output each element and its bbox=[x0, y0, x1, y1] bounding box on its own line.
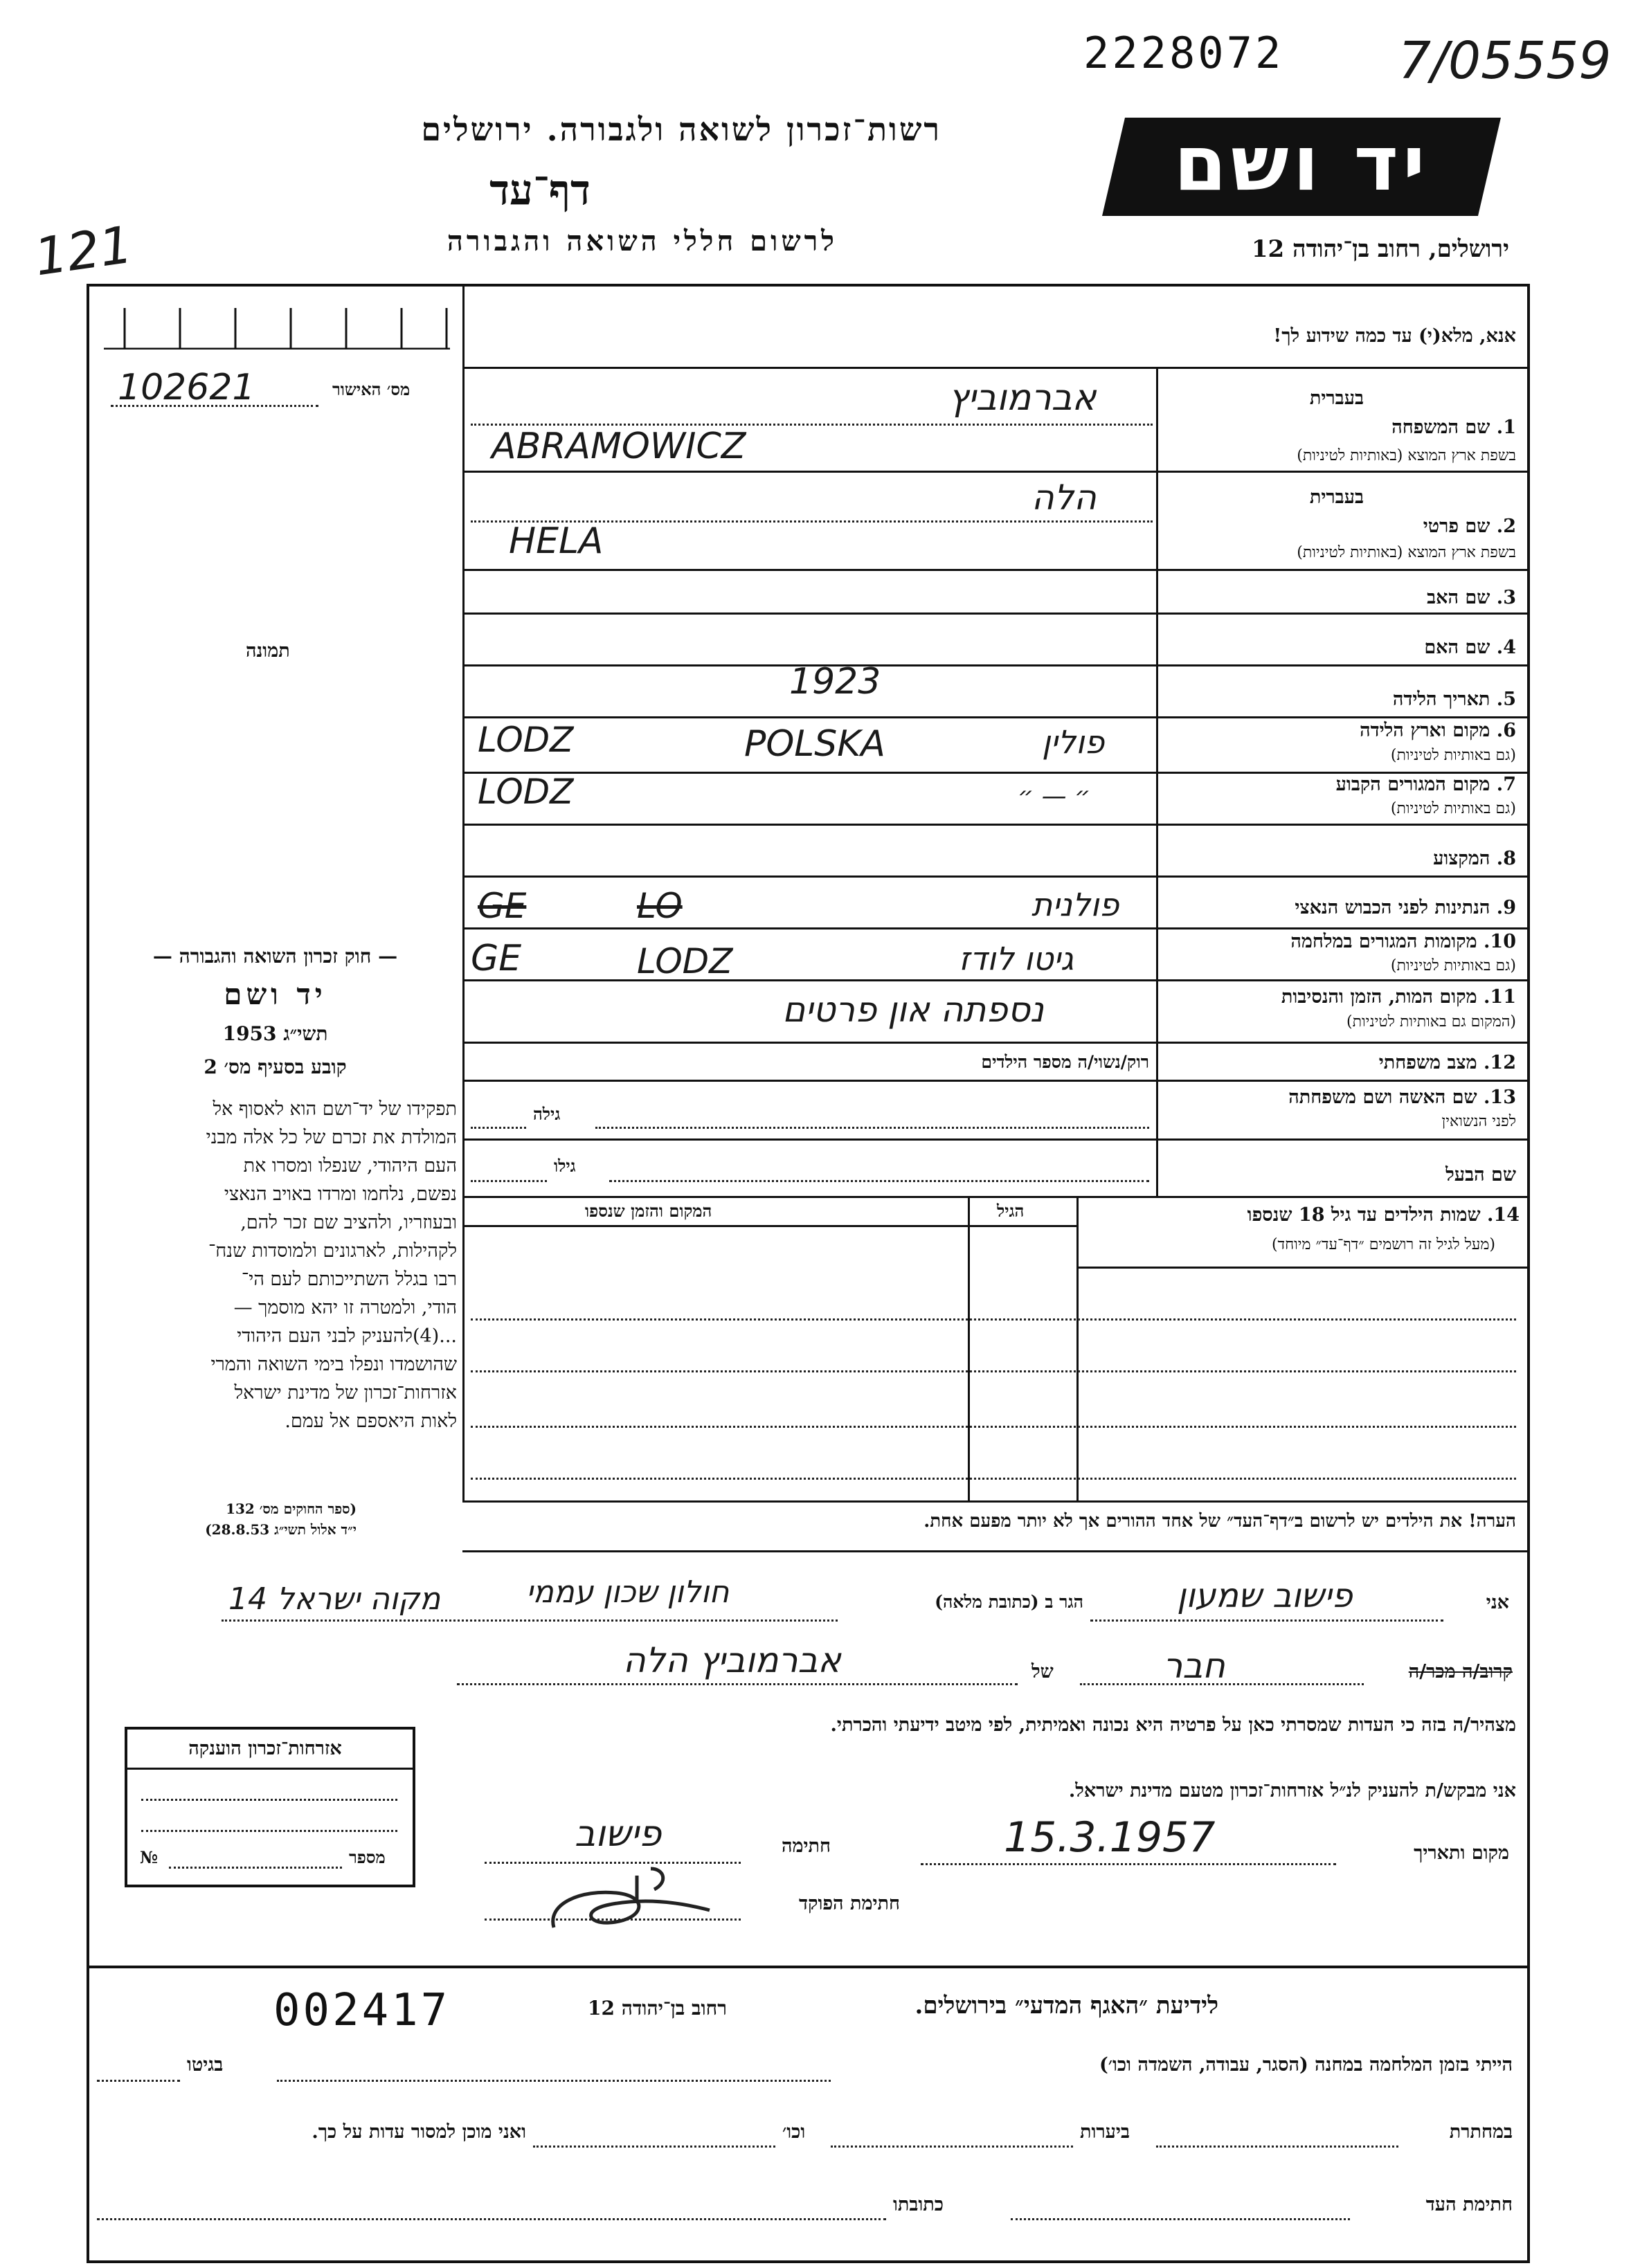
place-date-line bbox=[921, 1863, 1336, 1865]
citizenship-box-title: אזרחות־זכרון הוענקה bbox=[188, 1738, 342, 1759]
row-sep-8 bbox=[462, 876, 1530, 878]
law-ref-a: (ספר החוקים מס׳ 132 bbox=[226, 1500, 357, 1517]
decl-statement: מצהיר/ה בזה כי העדות שמסרתי כאן על פרטיה היא נכונה ואמיתית, לפי מיטב ידיעתי והכרתי. bbox=[830, 1714, 1516, 1736]
children-row-3 bbox=[471, 1426, 1516, 1428]
row-sep-2 bbox=[462, 569, 1530, 571]
footer-camp-line: הייתי בזמן המלחמה במחנה (הסגר, עבודה, השמדה וכו׳) bbox=[1099, 2054, 1513, 2076]
field-7-value-b: ״ — ״ bbox=[1018, 782, 1091, 810]
officer-sig-line bbox=[485, 1918, 741, 1921]
citizenship-box-no-symbol: № bbox=[140, 1847, 159, 1867]
row-sep-3 bbox=[462, 613, 1530, 615]
decl-relation: חבר bbox=[1163, 1646, 1225, 1686]
law-name: יד ושם bbox=[224, 977, 327, 1011]
law-body-line: תפקידו של יד־ושם הוא לאסוף אל bbox=[213, 1098, 457, 1120]
law-title: — חוק זכרון השואה והגבורה — bbox=[152, 945, 398, 968]
footer-ghetto-dots bbox=[97, 2080, 180, 2082]
approval-line bbox=[111, 405, 318, 407]
approval-label: מס׳ האישור bbox=[332, 379, 411, 399]
field-14-sub: (מעל לגיל זה רושמים ״דף־עד״ מיוחד) bbox=[1271, 1236, 1495, 1253]
law-body-line: לקהילות, לארגונים ולמוסדות שנח־ bbox=[208, 1240, 457, 1262]
footer-witness-sig-dots bbox=[1011, 2218, 1350, 2220]
field-10-sub: (גם באותיות לטיניות) bbox=[1390, 957, 1516, 974]
ruler-ticks bbox=[104, 305, 450, 350]
footer-underground-dots bbox=[1156, 2145, 1398, 2148]
decl-relation-line bbox=[1080, 1683, 1364, 1685]
row-sep-14 bbox=[462, 1196, 1530, 1198]
field-11-value: נספתה און פרטים bbox=[782, 990, 1044, 1030]
field-14-label: 14. שמות הילדים עד גיל 18 שנספו bbox=[1247, 1204, 1520, 1226]
row-sep-7 bbox=[462, 824, 1530, 826]
citizenship-box-line-2 bbox=[141, 1830, 397, 1832]
footer-camp-dots bbox=[277, 2080, 831, 2082]
field-6-sub: (גם באותיות לטיניות) bbox=[1390, 747, 1516, 764]
law-body-line: לאות היאספם אל עמם. bbox=[285, 1410, 457, 1432]
row-sep-12 bbox=[462, 1080, 1530, 1082]
place-date-label: מקום ותאריך bbox=[1414, 1842, 1509, 1864]
children-row-2 bbox=[471, 1370, 1516, 1372]
decl-relative-label: קרוב/ה מכר/ה bbox=[1408, 1661, 1513, 1682]
field-1-sub: בשפת ארץ המוצא (באותיות לטיניות) bbox=[1297, 447, 1516, 464]
org-name: רשות־זכרון לשואה ולגבורה. ירושלים bbox=[421, 111, 941, 148]
field-10-value-c: גיטו לודז bbox=[959, 940, 1074, 977]
form-subtitle: לרשום חללי השואה והגבורה bbox=[447, 225, 838, 257]
citizenship-box bbox=[125, 1727, 415, 1887]
footer-forests-dots bbox=[831, 2145, 1073, 2148]
field-10-value-b: LODZ bbox=[637, 941, 733, 981]
footer-notice: לידיעת ״האגף המדעי״ בירושלים. bbox=[914, 1992, 1218, 2020]
field-6-value-c: פולין bbox=[1042, 723, 1105, 761]
row-sep-10 bbox=[462, 979, 1530, 981]
left-column-divider bbox=[462, 284, 465, 1502]
decl-resides-label: הגר ב (כתובת מלאה) bbox=[935, 1592, 1083, 1612]
logo-text: יד ושם bbox=[1173, 119, 1430, 208]
law-body-line: ...(4)להעניק לבני העם היהודי bbox=[237, 1325, 457, 1347]
col-age-label: הגיל bbox=[997, 1201, 1025, 1221]
officer-sig-label: חתימת הפוקד bbox=[799, 1893, 900, 1914]
wife-age-line bbox=[471, 1127, 526, 1129]
field-8-label: 8. המקצוע bbox=[1433, 848, 1516, 869]
field-2-latin-value: HELA bbox=[509, 520, 604, 562]
label-divider bbox=[1156, 367, 1158, 1197]
row-sep-4 bbox=[462, 664, 1530, 666]
row-sep-11 bbox=[462, 1042, 1530, 1044]
children-row-4 bbox=[471, 1478, 1516, 1480]
yad-vashem-logo bbox=[1094, 111, 1502, 221]
children-header-rule bbox=[462, 1225, 1076, 1227]
law-year: תשי״ג 1953 bbox=[222, 1022, 328, 1045]
law-body-line: נפשם, נלחמו ומרדו באויב הנאצי bbox=[224, 1183, 457, 1205]
officer-signature-scribble bbox=[540, 1862, 720, 1938]
decl-name: פישוב שמעון bbox=[1177, 1577, 1353, 1615]
row-sep-1 bbox=[462, 471, 1530, 473]
scribble-svg bbox=[540, 1862, 720, 1938]
decl-address: חולון שכון עממי bbox=[526, 1575, 730, 1610]
law-body bbox=[93, 1095, 457, 1435]
field-1-hebrew-tag: בעברית bbox=[1309, 388, 1364, 409]
footer-ghetto-label: בגיטו bbox=[187, 2054, 224, 2076]
field-2-hebrew-value: הלה bbox=[1031, 478, 1097, 518]
law-body-line: אזרחות־זכרון של מדינת ישראל bbox=[234, 1382, 457, 1404]
field-7-label: 7. מקום המגורים הקבוע bbox=[1335, 774, 1516, 795]
row-sep-5 bbox=[462, 716, 1530, 718]
field-6-label: 6. מקום וארץ הלידה bbox=[1360, 720, 1516, 741]
field-7-sub: (גם באותיות לטיניות) bbox=[1390, 800, 1516, 817]
field-9-label: 9. הנתינות לפני הכבוש הנאצי bbox=[1295, 897, 1516, 918]
field-2-sub: בשפת ארץ המוצא (באותיות לטיניות) bbox=[1297, 544, 1516, 561]
footer-address: רחוב בן־יהודה 12 bbox=[588, 1997, 727, 2020]
law-body-line: רבו בגלל השתייכותם לעם הי־ bbox=[241, 1269, 457, 1290]
field-2-label: 2. שם פרטי bbox=[1423, 516, 1516, 537]
field-7-value-a: LODZ bbox=[478, 772, 574, 812]
citizenship-box-rule bbox=[127, 1768, 413, 1770]
footer-forests: ביערות bbox=[1080, 2121, 1130, 2143]
field-1-latin-value: ABRAMOWICZ bbox=[492, 426, 746, 467]
children-col-2 bbox=[1076, 1196, 1079, 1502]
approval-number: 102621 bbox=[118, 367, 255, 408]
field-9-value-b: LO bbox=[637, 886, 683, 926]
field-1-hebrew-value: אברמוביץ bbox=[948, 377, 1097, 419]
footer-address-label: כתובתו bbox=[893, 2194, 944, 2215]
field-12-label: 12. מצב משפחתי bbox=[1378, 1052, 1516, 1073]
field-10-value-a: GE bbox=[471, 938, 522, 979]
footer-rule bbox=[87, 1966, 1530, 1968]
signature-value: פישוב bbox=[575, 1813, 662, 1855]
decl-of-label: של bbox=[1031, 1661, 1054, 1682]
field-12-value: רוק/נשוי/ה מספר הילדים bbox=[981, 1052, 1149, 1072]
decl-of-line bbox=[457, 1683, 1018, 1685]
decl-address-b: מקוה ישראל 14 bbox=[228, 1581, 441, 1617]
field-5-value: 1923 bbox=[789, 661, 881, 702]
note-rule-bottom bbox=[462, 1550, 1530, 1552]
header-address: ירושלים, רחוב בן־יהודה 12 bbox=[1251, 235, 1509, 263]
law-body-line: הודי, ולמטרה זו יהא מוסמך — bbox=[233, 1297, 457, 1318]
husband-label: שם הבעל bbox=[1445, 1164, 1516, 1186]
field-11-label: 11. מקום המות, הזמן והנסיבות bbox=[1281, 986, 1516, 1008]
law-body-line: שהושמדו ונפלו בימי השואה והמרי bbox=[210, 1354, 457, 1375]
signature-label: חתימה bbox=[781, 1835, 831, 1857]
footer-etc-dots bbox=[533, 2145, 775, 2148]
husband-age-label: גילו bbox=[554, 1156, 576, 1176]
place-date-value: 15.3.1957 bbox=[1004, 1813, 1216, 1862]
instruction-rule bbox=[462, 367, 1530, 369]
photo-label: תמונה bbox=[246, 640, 290, 662]
field-9-value-a: GE bbox=[478, 886, 527, 926]
field-13-label: 13. שם האשה ושם משפחתה bbox=[1288, 1087, 1516, 1108]
footer-witness-sig: חתימת העד bbox=[1425, 2194, 1513, 2215]
footer-serial: 002417 bbox=[273, 1985, 451, 2036]
husband-name-line bbox=[609, 1180, 1149, 1182]
children-row-1 bbox=[471, 1318, 1516, 1321]
note-text: הערה! את הילדים יש לרשום ב״דף־העד״ של אחד ההורים אך לא יותר מפעם אחת. bbox=[923, 1511, 1516, 1532]
law-body-line: המולדת את זכרם של כל אלה מבני bbox=[206, 1127, 457, 1148]
children-header-rule-right bbox=[1076, 1267, 1530, 1269]
row-sep-9 bbox=[462, 927, 1530, 929]
margin-number: 121 bbox=[30, 215, 136, 288]
law-ref-b: י״ד אלול תשי״ג 28.8.53) bbox=[205, 1521, 357, 1538]
law-body-line: ובעוזריו, ולהציב שם זכר להם, bbox=[240, 1212, 457, 1233]
field-4-label: 4. שם האם bbox=[1424, 637, 1516, 658]
law-clause: קובע בסעיף מס׳ 2 bbox=[204, 1055, 347, 1078]
wife-name-line bbox=[595, 1127, 1149, 1129]
form-title: דף־עד bbox=[489, 166, 591, 215]
archive-number: 2228072 bbox=[1083, 28, 1284, 78]
decl-address-line bbox=[222, 1620, 838, 1622]
row-sep-13 bbox=[462, 1138, 1530, 1141]
citizenship-box-line-1 bbox=[141, 1799, 397, 1801]
field-6-value-b: POLSKA bbox=[744, 723, 885, 765]
field-3-label: 3. שם האב bbox=[1427, 587, 1516, 608]
approval-ruler bbox=[104, 305, 450, 350]
field-1-label: 1. שם המשפחה bbox=[1391, 417, 1516, 438]
field-5-label: 5. תאריך הלידה bbox=[1392, 689, 1516, 710]
decl-name-line bbox=[1090, 1620, 1443, 1622]
note-rule-top bbox=[462, 1500, 1530, 1503]
footer-etc: וכו׳ bbox=[782, 2121, 806, 2143]
law-body-line: העם היהודי, שנפלו ומסרו את bbox=[243, 1155, 457, 1177]
instruction: אנא, מלא(י) עד כמה שידוע לך! bbox=[1273, 325, 1516, 347]
husband-age-line bbox=[471, 1180, 547, 1182]
field-2-hebrew-tag: בעברית bbox=[1309, 487, 1364, 508]
footer-address-dots bbox=[97, 2218, 886, 2220]
decl-i-label: אני bbox=[1486, 1592, 1509, 1613]
archive-handwritten: 7/05559 bbox=[1398, 31, 1612, 91]
field-10-label: 10. מקומות המגורים במלחמה bbox=[1290, 931, 1516, 952]
field-13-sub: לפני הנשואין bbox=[1441, 1113, 1516, 1130]
citizenship-box-number-line bbox=[169, 1867, 342, 1869]
decl-of-value: אברמוביץ הלה bbox=[623, 1640, 841, 1680]
footer-willing: ואני מוכן למסור עדות על כך. bbox=[312, 2121, 526, 2143]
field-9-value-c: פולנית bbox=[1031, 886, 1119, 923]
footer-underground: במחתרת bbox=[1449, 2121, 1513, 2143]
col-place-label: המקום והזמן שנספו bbox=[585, 1201, 712, 1221]
field-11-sub: (המקום גם באותיות לטיניות) bbox=[1346, 1013, 1516, 1031]
field-6-value-a: LODZ bbox=[478, 720, 574, 760]
decl-request: אני מבקש/ת להעניק לנ״ל אזרחות־זכרון מטעם מדינת ישראל. bbox=[1068, 1780, 1516, 1802]
citizenship-box-number-label: מספר bbox=[349, 1847, 386, 1867]
children-col-1 bbox=[968, 1196, 970, 1502]
wife-age-label: גילה bbox=[533, 1104, 561, 1124]
